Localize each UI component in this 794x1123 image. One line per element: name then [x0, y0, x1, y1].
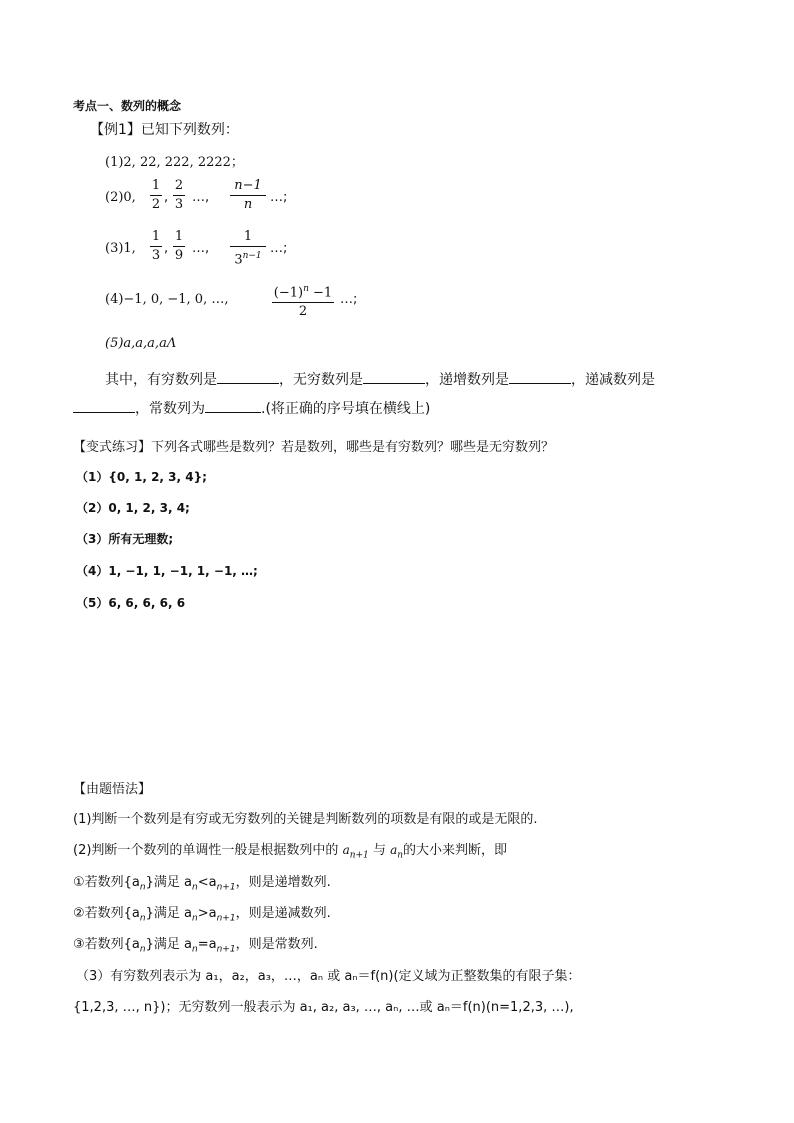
example-item-2-suffix: …;: [270, 190, 288, 205]
method-line-4: ②若数列$\{a_n\}$满足 $a_n>a_{n+1}$，则是递减数列.: [73, 906, 331, 924]
method-line-6: （3）有穷数列表示为 a₁，a₂，a₃，…，aₙ 或 aₙ＝f(n)(定义域为正整数集的有限子集：: [76, 969, 581, 984]
fraction: n−1 n: [230, 178, 266, 213]
comma: ,: [164, 241, 169, 256]
fraction: 1 $3^{n-1}$: [230, 229, 266, 268]
answer-blank[interactable]: [509, 369, 571, 384]
comma: ,: [164, 190, 169, 205]
section-title: 考点一、数列的概念: [73, 99, 182, 113]
fraction: 2 3: [174, 178, 184, 212]
answer-blank[interactable]: [73, 398, 135, 413]
fraction: 1 3: [151, 229, 161, 263]
practice-item: （5）6, 6, 6, 6, 6: [76, 596, 186, 610]
fraction: 1 2: [151, 178, 161, 212]
example-item-2-prefix: (2)0,: [105, 190, 136, 205]
question-line-2: ，常数列为 .(将正确的序号填在横线上): [73, 398, 430, 418]
practice-heading: 【变式练习】下列各式哪些是数列？若是数列，哪些是有穷数列？哪些是无穷数列？: [73, 440, 555, 455]
practice-item: （4）1, −1, 1, −1, 1, −1, …;: [76, 564, 258, 578]
answer-blank[interactable]: [205, 398, 261, 413]
fraction: 1 9: [174, 229, 184, 263]
example-item-4-suffix: …;: [340, 292, 358, 307]
practice-item: （2）0, 1, 2, 3, 4;: [76, 501, 190, 515]
example-item-4-prefix: (4)−1, 0, −1, 0, …,: [105, 292, 229, 307]
answer-blank[interactable]: [363, 369, 425, 384]
example-item-2-mid: …,: [192, 190, 210, 205]
example-item-1: (1)2, 22, 222, 2222；: [105, 155, 244, 170]
example-item-3-prefix: (3)1,: [105, 241, 136, 256]
fraction: $(-1)^n -1$ 2: [273, 284, 333, 320]
method-line-3: ①若数列$\{a_n\}$满足 $a_n<a_{n+1}$，则是递增数列.: [73, 875, 331, 893]
example-item-3-suffix: …;: [270, 241, 288, 256]
method-line-5: ③若数列$\{a_n\}$满足 $a_n=a_{n+1}$，则是常数列.: [73, 937, 318, 955]
method-heading: 【由题悟法】: [73, 782, 152, 797]
method-line-2: (2)判断一个数列的单调性一般是根据数列中的 $a_{n+1}$ 与 $a_n$的大小来判断，即: [73, 843, 508, 861]
example-heading: 【例1】已知下列数列：: [90, 122, 239, 138]
method-line-1: (1)判断一个数列是有穷或无穷数列的关键是判断数列的项数是有限的或是无限的.: [73, 812, 538, 827]
method-line-7: {1,2,3, …, n})；无穷数列一般表示为 a₁, a₂, a₃, …, aₙ, …或 aₙ＝f(n)(n=1,2,3, …),: [73, 1000, 574, 1015]
example-item-5: (5)a,a,a,aΛ: [105, 336, 177, 351]
practice-item: （3）所有无理数;: [76, 532, 174, 546]
question-line-1: 其中，有穷数列是 ，无穷数列是 ，递增数列是 ，递减数列是: [105, 369, 655, 389]
practice-item: （1）{0, 1, 2, 3, 4};: [76, 470, 207, 484]
example-item-3-mid: …,: [192, 241, 210, 256]
answer-blank[interactable]: [217, 369, 279, 384]
